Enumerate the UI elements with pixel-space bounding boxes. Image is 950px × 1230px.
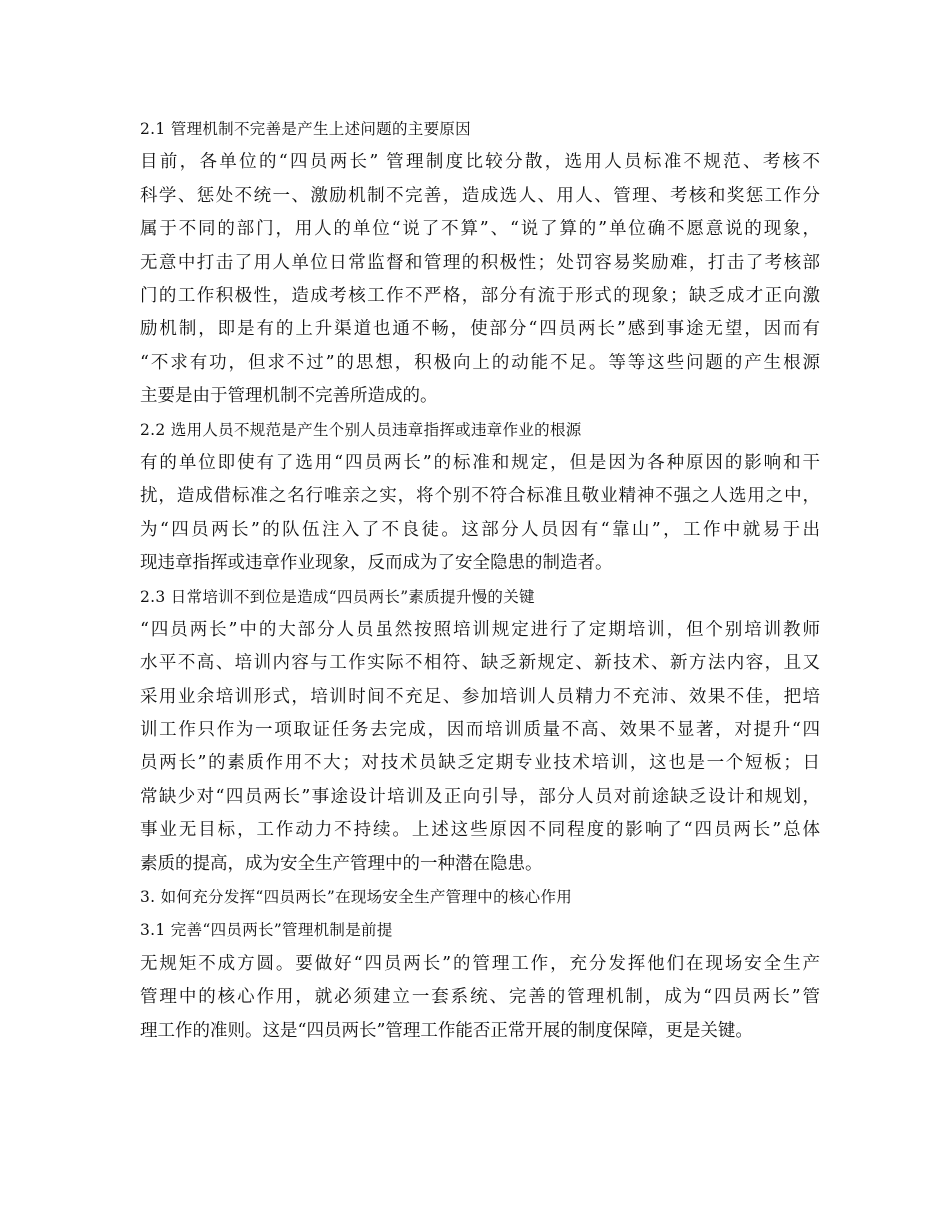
section-heading-3-1: 3.1 完善“四员两长”管理机制是前提 <box>140 921 393 940</box>
paragraph-line: 训工作只作为一项取证任务去完成，因而培训质量不高、效果不显著，对提升“四 <box>140 720 820 741</box>
paragraph-line: 扰，造成借标准之名行唯亲之实，将个别不符合标准且敬业精神不强之人选用之中， <box>140 486 820 507</box>
document-body <box>140 113 820 1048</box>
paragraph-line: 水平不高、培训内容与工作实际不相符、缺乏新规定、新技术、新方法内容，且又 <box>140 653 820 674</box>
paragraph-line: “四员两长”中的大部分人员虽然按照培训规定进行了定期培训，但个别培训教师 <box>140 619 820 640</box>
paragraph-line: 常缺少对“四员两长”事途设计培训及正向引导，部分人员对前途缺乏设计和规划， <box>140 786 820 807</box>
paragraph-line: 有的单位即使有了选用“四员两长”的标准和规定，但是因为各种原因的影响和干 <box>140 452 820 473</box>
section-paragraph-2-1 <box>140 146 820 413</box>
paragraph-line: 目前，各单位的“四员两长” 管理制度比较分散，选用人员标准不规范、考核不 <box>140 152 820 173</box>
section-paragraph-2-2 <box>140 447 820 581</box>
paragraph-line: 现违章指挥或违章作业现象，反而成为了安全隐患的制造者。 <box>140 553 613 574</box>
paragraph-line: 无规矩不成方圆。要做好“四员两长”的管理工作，充分发挥他们在现场安全生产 <box>140 953 820 974</box>
paragraph-line: 科学、惩处不统一、激励机制不完善，造成选人、用人、管理、考核和奖惩工作分 <box>140 185 820 206</box>
paragraph-line: 素质的提高，成为安全生产管理中的一种潜在隐患。 <box>140 853 543 874</box>
section-heading-2-3: 2.3 日常培训不到位是造成“四员两长”素质提升慢的关键 <box>140 587 535 606</box>
paragraph-line: 管理中的核心作用，就必须建立一套系统、完善的管理机制，成为“四员两长”管 <box>140 987 820 1008</box>
paragraph-line: 采用业余培训形式，培训时间不充足、参加培训人员精力不充沛、效果不佳，把培 <box>140 686 820 707</box>
paragraph-line: 为“四员两长”的队伍注入了不良徒。这部分人员因有“靠山”，工作中就易于出 <box>140 519 820 540</box>
paragraph-line: 门的工作积极性，造成考核工作不严格，部分有流于形式的现象；缺乏成才正向激 <box>140 285 820 306</box>
section-heading-3: 3. 如何充分发挥“四员两长”在现场安全生产管理中的核心作用 <box>140 888 573 907</box>
paragraph-line: 主要是由于管理机制不完善所造成的。 <box>140 386 438 407</box>
paragraph-line: “不求有功，但求不过”的思想，积极向上的动能不足。等等这些问题的产生根源 <box>140 352 820 373</box>
paragraph-line: 励机制，即是有的上升渠道也通不畅，使部分“四员两长”感到事途无望，因而有 <box>140 319 820 340</box>
section-heading-2-2: 2.2 选用人员不规范是产生个别人员违章指挥或违章作业的根源 <box>140 420 582 439</box>
section-paragraph-3-1 <box>140 948 820 1048</box>
paragraph-line: 事业无目标，工作动力不持续。上述这些原因不同程度的影响了“四员两长”总体 <box>140 820 820 841</box>
paragraph-line: 员两长”的素质作用不大；对技术员缺乏定期专业技术培训，这也是一个短板；日 <box>140 753 820 774</box>
paragraph-line: 理工作的准则。这是“四员两长”管理工作能否正常开展的制度保障，更是关键。 <box>140 1020 753 1041</box>
paragraph-line: 无意中打击了用人单位日常监督和管理的积极性；处罚容易奖励难，打击了考核部 <box>140 252 820 273</box>
section-heading-2-1: 2.1 管理机制不完善是产生上述问题的主要原因 <box>140 120 471 138</box>
section-paragraph-2-3 <box>140 614 820 881</box>
paragraph-line: 属于不同的部门，用人的单位“说了不算”、“说了算的”单位确不愿意说的现象， <box>140 219 820 240</box>
